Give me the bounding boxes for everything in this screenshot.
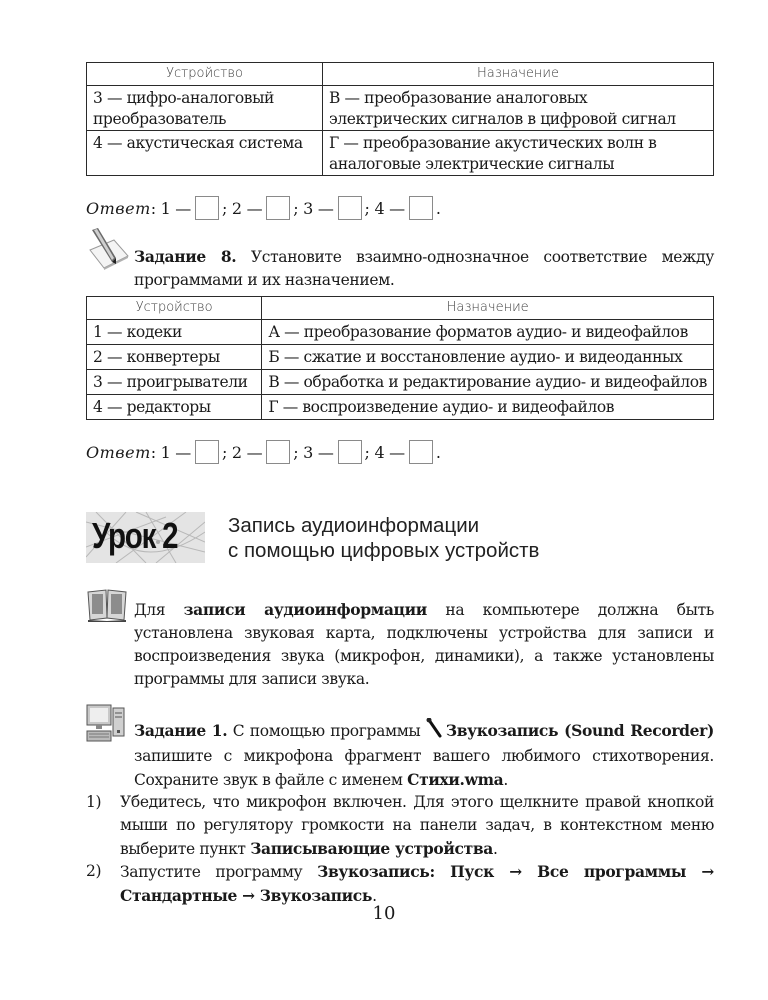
- purpose-cell: В — преобразование аналоговых электрических сигналов в цифровой сигнал: [323, 86, 714, 131]
- lesson-title-line-2: с помощью цифровых устройств: [228, 539, 540, 562]
- program-cell: 3 — проигрыватели: [87, 370, 262, 395]
- pen-on-paper-icon: [86, 228, 130, 274]
- lesson-badge: [86, 512, 205, 563]
- answer-separator: ;: [293, 442, 299, 462]
- column-header-purpose: Назначение: [323, 63, 714, 86]
- step-number: 1): [86, 793, 102, 811]
- program-cell: 2 — конвертеры: [87, 345, 262, 370]
- colon: :: [150, 198, 161, 218]
- answer-number: 3 —: [303, 198, 334, 218]
- menu-path: Звукозапись: Пуск → Все программы → Стандартные → Звукозапись: [120, 862, 714, 905]
- task-8-text: [134, 245, 714, 292]
- step-item: [86, 791, 714, 861]
- answer-box[interactable]: [409, 196, 433, 220]
- purpose-cell: Б — сжатие и восстановление аудио- и видеоданных: [262, 345, 714, 370]
- step-text: Запустите программу: [120, 863, 318, 881]
- answer-separator: ;: [293, 198, 299, 218]
- table-row: [87, 86, 714, 131]
- purpose-cell: В — обработка и редактирование аудио- и видеофайлов: [262, 370, 714, 395]
- column-header-device: Устройство: [87, 63, 323, 86]
- device-cell: 3 — цифро-аналоговый преобразователь: [87, 86, 323, 131]
- purpose-cell: Г — преобразование акустических волн в аналоговые электрические сигналы: [323, 131, 714, 176]
- answer-number: 2 —: [231, 442, 263, 462]
- answer-separator: .: [435, 198, 441, 218]
- table-row: [87, 370, 714, 395]
- purpose-cell: Г — воспроизведение аудио- и видеофайлов: [262, 395, 714, 420]
- answer-number: 4 —: [374, 198, 405, 218]
- answer-number: 2 —: [231, 198, 263, 218]
- step-body: [120, 791, 714, 861]
- answer-separator: ;: [364, 442, 370, 462]
- table-header-row: [87, 63, 714, 86]
- theory-text: на компьютере должна быть установлена звуковая карта, подключены устройства для записи и воспроизведения звука (микрофон, динамики), а также установлены программы для записи звука.: [134, 601, 714, 688]
- answer-separator: .: [435, 442, 441, 462]
- answer-box[interactable]: [409, 440, 433, 464]
- task-title: Задание 1.: [134, 721, 228, 740]
- device-cell: 4 — акустическая система: [87, 131, 323, 176]
- program-purpose-table: [86, 296, 714, 420]
- purpose-cell: А — преобразование форматов аудио- и видеофайлов: [262, 320, 714, 345]
- column-header-device: Устройство: [87, 297, 262, 320]
- lesson-title-line-1: Запись аудиоинформации: [228, 514, 480, 537]
- lesson-title: [228, 513, 539, 563]
- answer-separator: ;: [222, 198, 228, 218]
- task-text-b: запишите с микрофона фрагмент вашего любимого стихотворения. Сохраните звук в файле с именем: [134, 747, 714, 789]
- task-title: Задание 8.: [134, 247, 237, 266]
- program-name: Звукозапись (Sound Recorder): [445, 721, 714, 740]
- step-text-end: .: [372, 887, 377, 905]
- step-item: [86, 860, 714, 908]
- answer-separator: ;: [364, 198, 370, 218]
- task-text-a: С помощью программы: [227, 722, 426, 740]
- column-header-purpose: Назначение: [262, 297, 714, 320]
- step-text-end: .: [492, 840, 498, 858]
- answer-number: 1 —: [160, 198, 192, 218]
- answer-line-1: [86, 196, 441, 220]
- answer-line-2: [86, 440, 441, 464]
- file-name: Стихи.wma: [407, 770, 504, 789]
- answer-number: 3 —: [303, 442, 334, 462]
- answer-number: 4 —: [374, 442, 405, 462]
- answer-box[interactable]: [338, 440, 362, 464]
- colon: :: [150, 442, 161, 462]
- table-row: [87, 345, 714, 370]
- table-row: [87, 395, 714, 420]
- lesson-number: Урок 2: [92, 515, 178, 556]
- open-book-icon: [86, 588, 128, 626]
- computer-icon: [86, 704, 126, 748]
- task-1-text: [134, 718, 714, 792]
- table-header-row: [87, 297, 714, 320]
- answer-separator: ;: [222, 442, 228, 462]
- step-number: 2): [86, 862, 102, 880]
- table-row: [87, 320, 714, 345]
- program-cell: 4 — редакторы: [87, 395, 262, 420]
- page-number: 10: [372, 903, 396, 924]
- task-text-c: .: [503, 771, 508, 789]
- microphone-icon: [426, 718, 442, 745]
- task-description: Установите взаимно-однозначное соответствие между программами и их назначением.: [134, 248, 714, 289]
- answer-box[interactable]: [266, 440, 290, 464]
- theory-term: записи аудиоинформации: [183, 600, 427, 619]
- answer-box[interactable]: [266, 196, 290, 220]
- step-text: Убедитесь, что микрофон включен. Для этого щелкните правой кнопкой мыши по регулятору громкости на панели задач, в контекстном меню выберите пункт: [120, 793, 714, 858]
- answer-box[interactable]: [195, 440, 219, 464]
- program-cell: 1 — кодеки: [87, 320, 262, 345]
- answer-number: 1 —: [160, 442, 192, 462]
- answer-box[interactable]: [195, 196, 219, 220]
- answer-label: Ответ: [86, 442, 151, 462]
- theory-paragraph: [134, 598, 714, 691]
- theory-text-prefix: Для: [134, 601, 184, 619]
- device-purpose-table-1: [86, 62, 714, 176]
- answer-label: Ответ: [86, 198, 151, 218]
- step-body: [120, 860, 714, 908]
- answer-box[interactable]: [338, 196, 362, 220]
- table-row: [87, 131, 714, 176]
- menu-item-name: Записывающие устройства: [250, 839, 493, 858]
